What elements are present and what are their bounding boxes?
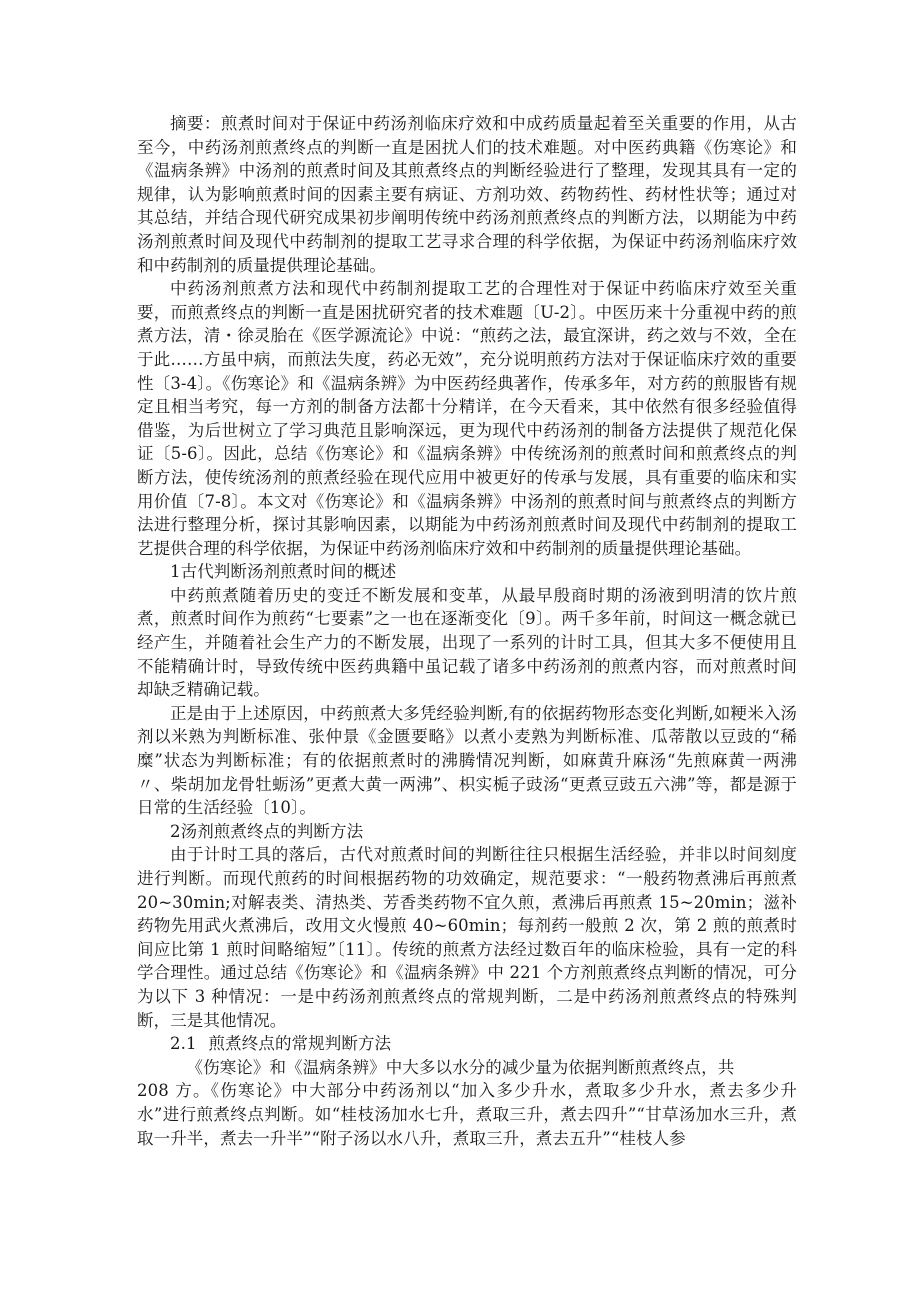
section-2-paragraph-1: 由于计时工具的落后，古代对煎煮时间的判断往往只根据生活经验，并非以时间刻度进行判断。而现代煎药的时间根据药物的功效确定，规范要求：“一般药物煮沸后再煎煮 20~30min;对解表类、清热类、芳香类药物不宜久煎，煮沸后再煎煮 15~20min；滋补药物先用武火煮沸后，改用文火慢煎 40~60min；每剂药一般煎 2 次，第 2 煎的煎煮时间应比第 1 煎时间略缩短”〔11〕。传统的煎煮方法经过数百年的临床检验，具有一定的科学合理性。通过总结《伤寒论》和《温病条辨》中 221 个方剂煎煮终点判断的情况，可分为以下 3 种情况：一是中药汤剂煎煮终点的常规判断，二是中药汤剂煎煮终点的特殊判断，三是其他情况。 bbox=[137, 845, 797, 1030]
section-2-1-paragraph-continued: 208 方。《伤寒论》中大部分中药汤剂以“加入多少升水，煮取多少升水，煮去多少升水”进行煎煮终点判断。如“桂枝汤加水七升，煮取三升，煮去四升”“甘草汤加水三升，煮取一升半，煮去一升半”“附子汤以水八升，煮取三升，煮去五升”“桂枝人参 bbox=[137, 1081, 797, 1148]
section-1-paragraph-2: 正是由于上述原因，中药煎煮大多凭经验判断,有的依据药物形态变化判断,如粳米入汤剂以米熟为判断标准、张仲景《金匮要略》以煮小麦熟为判断标准、瓜蒂散以豆豉的“稀糜”状态为判断标准；有的依据煎煮时的沸腾情况判断，如麻黄升麻汤“先煎麻黄一两沸〃、柴胡加龙骨牡蛎汤”更煮大黄一两沸”、枳实栀子豉汤“更煮豆豉五六沸”等，都是源于日常的生活经验〔10〕。 bbox=[137, 703, 797, 818]
section-2-1-title: 煎煮终点的常规判断方法 bbox=[208, 1034, 392, 1054]
section-2-1-paragraph-line-1: 《伤寒论》和《温病条辨》中大多以水分的减少量为依据判断煎煮终点，共 bbox=[186, 1057, 735, 1077]
abstract-paragraph: 摘要：煎煮时间对于保证中药汤剂临床疗效和中成药质量起着至关重要的作用，从古至今，中药汤剂煎煮终点的判断一直是困扰人们的技术难题。对中医药典籍《伤寒论》和《温病条辨》中汤剂的煎煮时间及其煎煮终点的判断经验进行了整理，发现其具有一定的规律，认为影响煎煮时间的因素主要有病证、方剂功效、药物药性、药材性状等；通过对其总结，并结合现代研究成果初步阐明传统中药汤剂煎煮终点的判断方法，以期能为中药汤剂煎煮时间及现代中药制剂的提取工艺寻求合理的科学依据，为保证中药汤剂临床疗效和中药制剂的质量提供理论基础。 bbox=[137, 114, 797, 275]
section-2-heading: 2汤剂煎煮终点的判断方法 bbox=[170, 821, 364, 841]
section-1-heading: 1古代判断汤剂煎煮时间的概述 bbox=[170, 562, 397, 582]
section-1-paragraph-1: 中药煎煮随着历史的变迁不断发展和变革，从最早殷商时期的汤液到明清的饮片煎煮，煎煮时间作为煎药“七要素”之一也在逐渐变化〔9〕。两千多年前，时间这一概念就已经产生，并随着社会生产力的不断发展，出现了一系列的计时工具，但其大多不便使用且不能精确计时，导致传统中医药典籍中虽记载了诸多中药汤剂的煎煮内容，而对煎煮时间却缺乏精确记载。 bbox=[137, 585, 797, 700]
document-page bbox=[137, 112, 797, 1150]
section-2-1-number: 2.1 bbox=[170, 1034, 197, 1054]
intro-paragraph: 中药汤剂煎煮方法和现代中药制剂提取工艺的合理性对于保证中药临床疗效至关重要，而煎煮终点的判断一直是困扰研究者的技术难题〔U-2〕。中医历来十分重视中药的煎煮方法，清・徐灵胎在《医学源流论》中说：“煎药之法，最宜深讲，药之效与不效，全在于此……方虽中病，而煎法失度，药必无效”，充分说明煎药方法对于保证临床疗效的重要性〔3-4〕。《伤寒论》和《温病条辨》为中医药经典著作，传承多年，对方药的煎服皆有规定且相当考究，每一方剂的制备方法都十分精详，在今天看来，其中依然有很多经验值得借鉴，为后世树立了学习典范且影响深远，更为现代中药汤剂的制备方法提供了规范化保证〔5-6〕。因此，总结《伤寒论》和《温病条辨》中传统汤剂的煎煮时间和煎煮终点的判断方法，使传统汤剂的煎煮经验在现代应用中被更好的传承与发展，具有重要的临床和实用价值〔7-8〕。本文对《伤寒论》和《温病条辨》中汤剂的煎煮时间与煎煮终点的判断方法进行整理分析，探讨其影响因素，以期能为中药汤剂煎煮时间及现代中药制剂的提取工艺提供合理的科学依据，为保证中药汤剂临床疗效和中药制剂的质量提供理论基础。 bbox=[137, 279, 797, 558]
section-2-1-heading bbox=[137, 1032, 797, 1056]
